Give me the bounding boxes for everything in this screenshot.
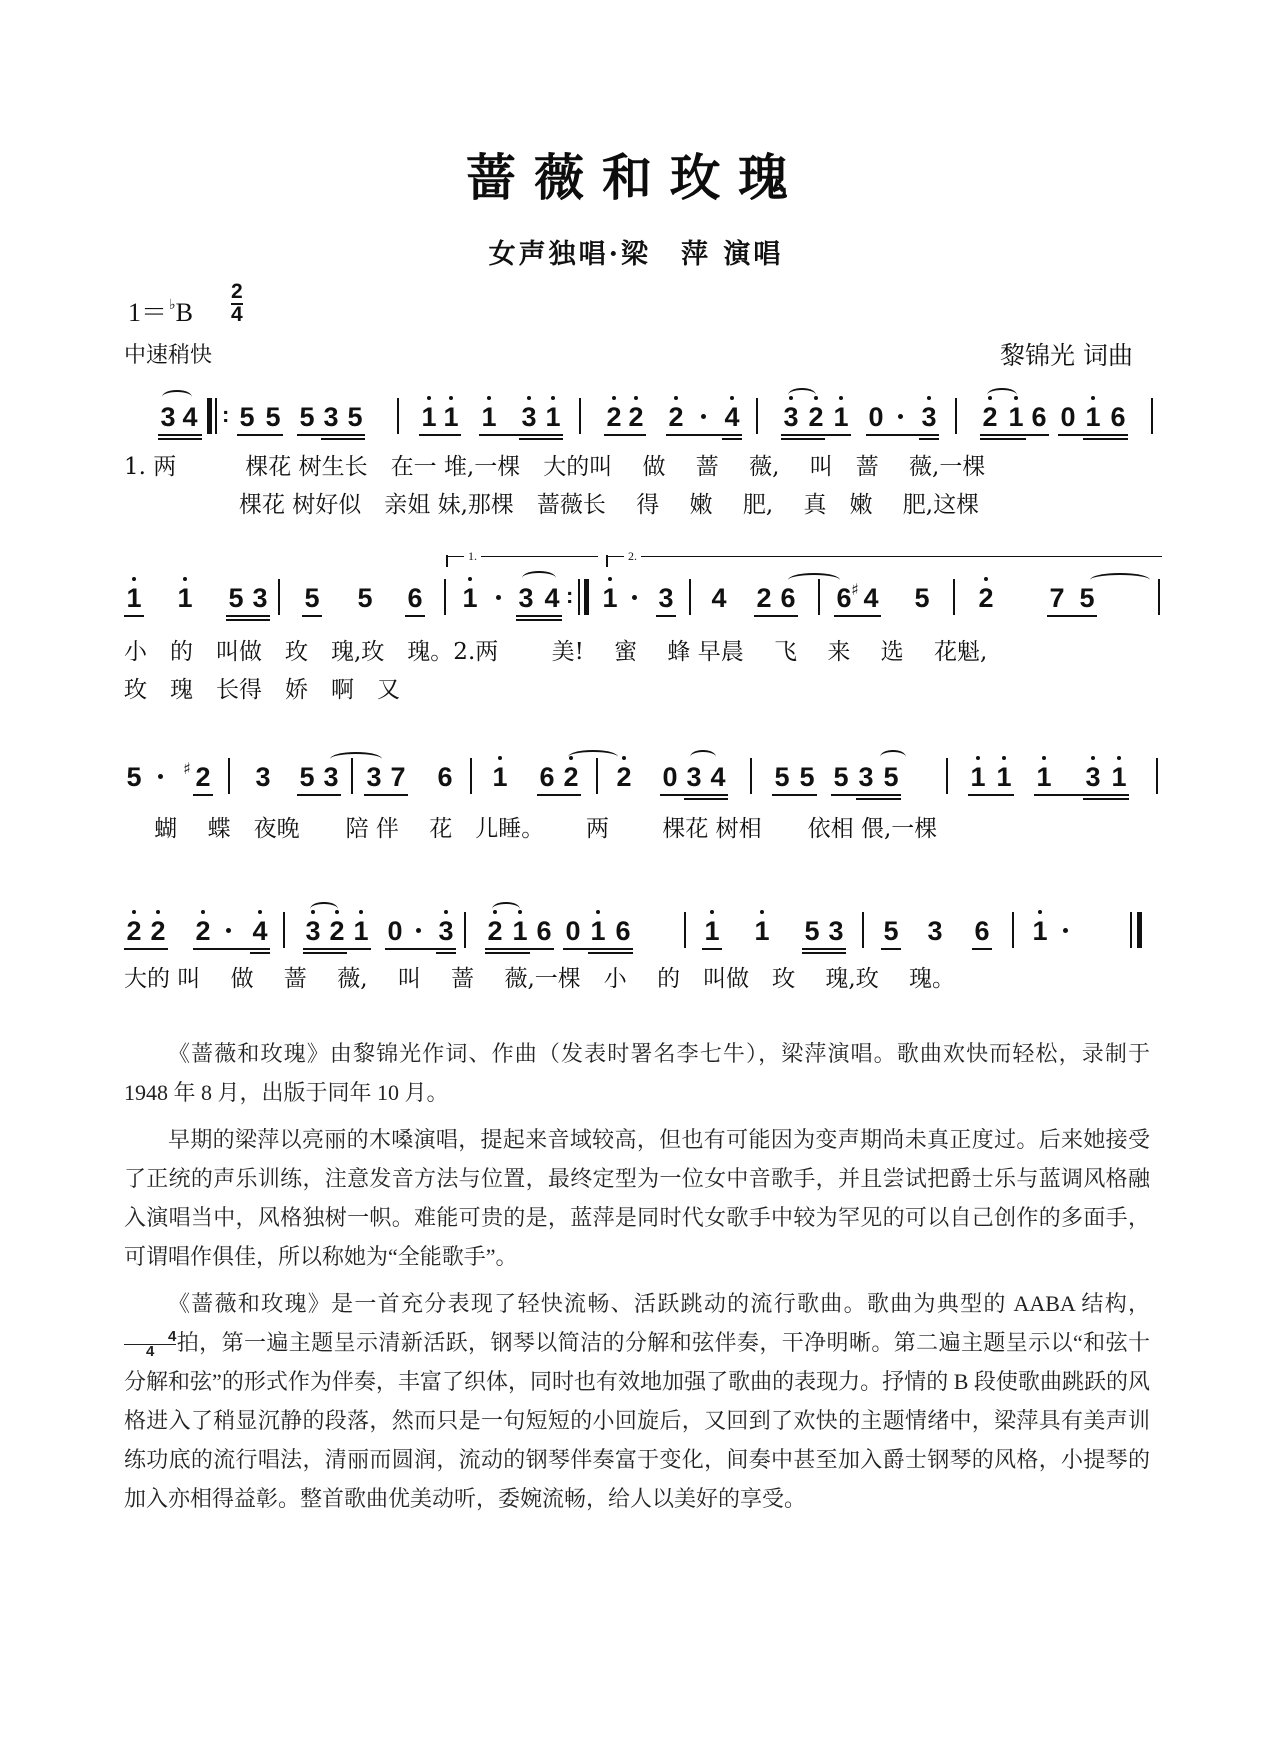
key-note: B [175,298,193,327]
composer-credit: 黎锦光 词曲 [1000,341,1133,370]
note: 2 [806,402,826,432]
tie [568,750,618,764]
flat-icon: ♭ [169,298,176,313]
note: 6 [615,916,631,946]
note: 5 [126,762,142,792]
augmentation-dot [632,595,637,600]
note: 6 [407,583,423,613]
score-row-3 [0,759,1272,842]
note: 7 [390,762,406,792]
paragraph-1: 《蔷薇和玫瑰》由黎锦光作词、作曲（发表时署名李七牛），梁萍演唱。歌曲欢快而轻松，录制于 1948 年 8 月，出版于同年 10 月。 [124,1041,1150,1105]
note: 0 [868,402,884,432]
note: 5 [883,916,899,946]
note: 4 [250,916,270,946]
repeat-start-barline [207,398,212,434]
second-ending-bracket: 2. [606,556,1162,567]
note: 1 [702,916,722,946]
barline [756,398,758,434]
note: 3 [828,916,844,946]
time-signature-numerator: 2 [231,280,243,303]
barline [1158,579,1160,615]
note: 5 [1079,583,1095,613]
note: 6 [1031,402,1047,432]
barline [1151,398,1153,434]
barline [470,758,472,794]
note: 5 [239,402,255,432]
note: 6 [974,916,990,946]
barline [1156,758,1158,794]
note: 3 [927,916,943,946]
note: 3 [781,402,801,432]
barline [1012,912,1014,948]
tempo-marking: 中速稍快 [124,343,213,368]
barline [596,758,598,794]
note: 1 [543,402,563,432]
lyrics-verse-2: 棵花 树好似 亲姐 妹,那棵 蔷薇长 得 嫩 肥, 真 嫩 肥,这棵 [124,492,980,518]
note: 3 [858,762,874,792]
note: 5 [357,583,373,613]
note: ♯ 2 [183,759,211,792]
note: 6 [1110,402,1126,432]
note: 1 [968,762,988,792]
barline [862,912,864,948]
note: 2 [626,402,646,432]
note: 6 [780,583,796,613]
note: 1 [460,583,480,613]
note: 5 [304,583,320,613]
note: 4 [711,583,727,613]
note: 6 [536,916,552,946]
note: ♯ 4 [851,580,879,613]
slur [788,388,816,402]
note: 1 [752,916,772,946]
song-title: 蔷薇和玫瑰 [466,148,806,207]
augmentation-dot [898,414,903,419]
note: 2 [327,916,347,946]
note: 2 [756,583,772,613]
augmentation-dot [416,928,421,933]
note: 1 [124,583,144,613]
note: 0 [565,916,581,946]
note: 1 [1006,402,1026,432]
note: 0 [662,762,678,792]
note: 2 [976,583,996,613]
barline [953,579,955,615]
note: 5 [265,402,281,432]
note: 1 [490,762,510,792]
barline [215,398,217,434]
lyrics-verse-1: 1. 两 棵花 树生长 在一 堆,一棵 大的叫 做 蔷 薇, 叫 蔷 薇,一棵 [124,454,986,480]
time-signature-denominator: 4 [231,303,243,326]
barline [283,912,285,948]
key-prefix: 1＝ [128,298,168,327]
note: 1 [419,402,439,432]
score-row-1 [0,402,1272,518]
barline [397,398,399,434]
note: 2 [124,916,144,946]
key-signature [128,292,193,329]
barline [278,579,280,615]
note: 1 [1030,916,1050,946]
score-row-4 [0,916,1272,992]
barline [1130,912,1132,948]
note: 1 [351,916,371,946]
lyrics: 蝴 蝶 夜晚 陪 伴 花 儿睡。 两 棵花 树相 依相 偎,一棵 [124,816,938,842]
note: 5 [774,762,790,792]
note: 2 [561,762,581,792]
note: 2 [604,402,624,432]
note: 6 [539,762,555,792]
note: 5 [347,402,363,432]
note: 5 [228,583,244,613]
note: 1 [510,916,530,946]
note: 3 [303,916,323,946]
note: 0 [1060,402,1076,432]
note: 7 [1049,583,1065,613]
note: 6 [836,583,852,613]
note: 3 [436,916,456,946]
note: 1 [831,402,851,432]
lyrics-verse-2: 玫 瑰 长得 娇 啊 又 [124,677,400,703]
note: 2 [980,402,1000,432]
paragraph-2: 早期的梁萍以亮丽的木嗓演唱，提起来音域较高，但也有可能因为变声期尚未真正度过。后来她接受了正统的声乐训练，注意发音方法与位置，最终定型为一位女中音歌手，并且尝试把爵士乐与蓝调风格融入演唱当中，风格独树一帜。难能可贵的是，蓝萍是同时代女歌手中较为罕见的可以自己创作的多面手，可谓唱作俱佳，所以称她为“全能歌手”。 [124,1127,1150,1269]
repeat-end-barline [584,579,589,615]
note: 5 [883,762,899,792]
note: 1 [1109,762,1129,792]
note: 3 [658,583,674,613]
note: 1 [1034,762,1054,792]
note: 1 [994,762,1014,792]
slur [987,388,1017,402]
note: 3 [252,583,268,613]
note: 5 [914,583,930,613]
note: 3 [919,402,939,432]
barline [818,579,820,615]
barline [351,758,353,794]
note: 2 [148,916,168,946]
paragraph-3: 《蔷薇和玫瑰》是一首充分表现了轻快流畅、活跃跳动的流行歌曲。歌曲为典型的 AABA 结构， $\frac{4}{4}$拍，第一遍主题呈示清新活跃，钢琴以简洁的分解和弦伴奏，干净明晰。第二遍主题呈示以“和弦十分解和弦”的形式作为伴奏，丰富了织体，同时也有效地加强了歌曲的表现力。抒情的 B 段使歌曲跳跃的风格进入了稍显沉静的段落，然而只是一句短短的小回旋后，又回到了欢快的主题情绪中，梁萍具有美声训练功底的流行唱法，清丽而圆润，流动的钢琴伴奏富于变化，间奏中甚至加入爵士钢琴的风格，小提琴的加入亦相得益彰。整首歌曲优美动听，委婉流畅，给人以美好的享受。 [124,1291,1150,1511]
augmentation-dot [496,595,501,600]
barline [684,912,686,948]
note: 1 [600,583,620,613]
barline [955,398,957,434]
note: 2 [485,916,505,946]
note: 6 [437,762,453,792]
barline [946,758,948,794]
note: 4 [710,762,726,792]
lyrics: 大的 叫 做 蔷 薇, 叫 蔷 薇,一棵 小 的 叫做 玫 瑰,玫 瑰。 [124,966,956,992]
note: 1 [479,402,499,432]
first-ending-bracket: 1. [446,556,598,567]
note: 2 [193,916,213,946]
note: 3 [255,762,271,792]
barline [579,398,581,434]
barline [444,579,446,615]
note: 3 [323,402,339,432]
score-row-2 [0,580,1272,703]
barline [464,912,466,948]
note: 5 [833,762,849,792]
note: 2 [614,762,634,792]
repeat-dots: : [222,402,230,427]
note: 4 [722,402,742,432]
note: 3 [366,762,382,792]
note: 4 [182,402,198,432]
note: 4 [544,583,560,613]
barline [228,758,230,794]
repeat-dots: : [566,583,574,608]
article-text [124,1034,1150,1526]
note: 3 [160,402,176,432]
augmentation-dot [701,414,706,419]
lyrics-verse-1: 小 的 叫做 玫 瑰,玫 瑰。2.两 美! 蜜 蜂 早晨 飞 来 选 花魁, [124,639,988,665]
slur [492,902,520,916]
tie [1090,573,1150,587]
augmentation-dot [1063,928,1068,933]
note: 5 [804,916,820,946]
note: 3 [1083,762,1103,792]
augmentation-dot [226,928,231,933]
note: 1 [441,402,461,432]
time-signature-fraction: $\frac{4}{4}$ [124,1330,176,1359]
note: 2 [666,402,686,432]
note: 3 [686,762,702,792]
note: 1 [175,583,195,613]
note: 3 [518,583,534,613]
final-barline [1137,912,1142,948]
note: 1 [1083,402,1103,432]
barline [750,758,752,794]
augmentation-dot [158,774,163,779]
slur [310,902,338,916]
note: 3 [323,762,339,792]
note: 0 [387,916,403,946]
time-signature [231,282,243,325]
note: 3 [519,402,539,432]
note: 5 [299,762,315,792]
song-subtitle: 女声独唱·梁 萍 演唱 [488,239,784,270]
note: 1 [588,916,608,946]
tie [788,573,840,587]
barline [578,579,580,615]
note: 5 [299,402,315,432]
note: 5 [799,762,815,792]
barline [689,579,691,615]
